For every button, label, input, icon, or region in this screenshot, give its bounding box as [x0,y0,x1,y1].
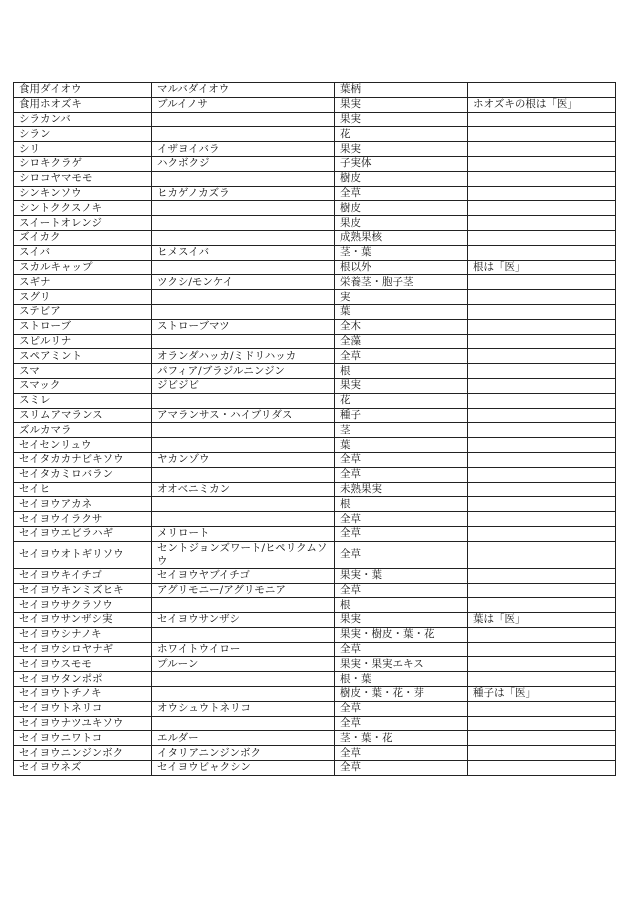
table-row [14,408,616,423]
part-cell: 全草 [335,716,468,731]
part-cell: 全草 [335,642,468,657]
name-cell: スイバ [14,245,152,260]
part-cell: 果実・果実エキス [335,657,468,672]
alias-cell: オウシュウトネリコ [152,701,335,716]
table-row [14,216,616,231]
alias-cell [152,230,335,245]
note-cell [468,112,616,127]
table-row [14,613,616,628]
table-row [14,716,616,731]
alias-cell: ヒメスイバ [152,245,335,260]
part-cell: 果皮 [335,216,468,231]
table-row [14,731,616,746]
part-cell: 全草 [335,512,468,527]
name-cell: スミレ [14,393,152,408]
table-row [14,657,616,672]
name-cell: セイタカミロバラン [14,467,152,482]
name-cell: シラカンバ [14,112,152,127]
alias-cell: ストローブマツ [152,319,335,334]
note-cell: 種子は「医」 [468,687,616,702]
part-cell: 果実・樹皮・葉・花 [335,627,468,642]
name-cell: セイヨウトチノキ [14,687,152,702]
name-cell: セイセンリュウ [14,438,152,453]
part-cell: 果実 [335,112,468,127]
part-cell: 根 [335,364,468,379]
part-cell: 花 [335,127,468,142]
herb-table-body [14,83,616,776]
note-cell [468,642,616,657]
name-cell: シントククスノキ [14,201,152,216]
alias-cell: ヤカンゾウ [152,452,335,467]
note-cell [468,378,616,393]
table-row [14,127,616,142]
part-cell: 全草 [335,349,468,364]
name-cell: スカルキャップ [14,260,152,275]
name-cell: スイートオレンジ [14,216,152,231]
alias-cell [152,438,335,453]
alias-cell: メリロート [152,526,335,541]
table-row [14,583,616,598]
note-cell [468,290,616,305]
alias-cell: ハクボクジ [152,156,335,171]
note-cell [468,657,616,672]
part-cell: 未熟果実 [335,482,468,497]
table-row [14,512,616,527]
name-cell: セイヨウサンザシ実 [14,613,152,628]
table-row [14,201,616,216]
name-cell: 食用ダイオウ [14,83,152,98]
note-cell [468,568,616,583]
part-cell: 樹皮 [335,201,468,216]
note-cell [468,319,616,334]
alias-cell [152,112,335,127]
part-cell: 樹皮・葉・花・芽 [335,687,468,702]
alias-cell: ジビジビ [152,378,335,393]
part-cell: 全草 [335,526,468,541]
note-cell [468,672,616,687]
table-row [14,186,616,201]
alias-cell [152,672,335,687]
part-cell: 全草 [335,746,468,761]
name-cell: 食用ホオズキ [14,97,152,112]
note-cell [468,216,616,231]
table-row [14,687,616,702]
table-row [14,497,616,512]
table-row [14,526,616,541]
name-cell: スギナ [14,275,152,290]
table-row [14,541,616,568]
table-row [14,701,616,716]
note-cell [468,452,616,467]
table-row [14,156,616,171]
alias-cell [152,304,335,319]
note-cell [468,423,616,438]
name-cell: ステビア [14,304,152,319]
alias-cell: イタリアニンジンボク [152,746,335,761]
alias-cell [152,467,335,482]
alias-cell: アグリモニー/アグリモニア [152,583,335,598]
note-cell [468,746,616,761]
part-cell: 全草 [335,583,468,598]
table-row [14,319,616,334]
table-row [14,642,616,657]
alias-cell [152,290,335,305]
note-cell [468,512,616,527]
table-row [14,230,616,245]
name-cell: セイヨウネズ [14,761,152,776]
part-cell: 樹皮 [335,171,468,186]
part-cell: 葉柄 [335,83,468,98]
note-cell [468,142,616,157]
name-cell: セイヨウキイチゴ [14,568,152,583]
alias-cell: ヒカゲノカズラ [152,186,335,201]
alias-cell [152,598,335,613]
name-cell: セイヨウイラクサ [14,512,152,527]
name-cell: シロキクラゲ [14,156,152,171]
table-row [14,672,616,687]
name-cell: スペアミント [14,349,152,364]
part-cell: 全草 [335,761,468,776]
name-cell: シラン [14,127,152,142]
name-cell: セイヨウシナノキ [14,627,152,642]
part-cell: 根・葉 [335,672,468,687]
name-cell: シリ [14,142,152,157]
name-cell: セイヨウキンミズヒキ [14,583,152,598]
alias-cell [152,497,335,512]
table-row [14,112,616,127]
part-cell: 子実体 [335,156,468,171]
alias-cell [152,127,335,142]
name-cell: セイタカカナビキソウ [14,452,152,467]
alias-cell: イザヨイバラ [152,142,335,157]
part-cell: 果実 [335,378,468,393]
name-cell: セイヨウニンジンボク [14,746,152,761]
part-cell: 全草 [335,701,468,716]
alias-cell: オオベニミカン [152,482,335,497]
alias-cell: セイヨウビャクシン [152,761,335,776]
note-cell [468,526,616,541]
alias-cell: ツクシ/モンケイ [152,275,335,290]
alias-cell: エルダー [152,731,335,746]
table-row [14,83,616,98]
part-cell: 果実 [335,613,468,628]
note-cell [468,731,616,746]
alias-cell [152,260,335,275]
table-row [14,746,616,761]
table-row [14,761,616,776]
part-cell: 茎・葉・花 [335,731,468,746]
table-row [14,423,616,438]
part-cell: 全草 [335,452,468,467]
part-cell: 全藻 [335,334,468,349]
note-cell [468,186,616,201]
name-cell: スグリ [14,290,152,305]
part-cell: 果実 [335,142,468,157]
note-cell [468,482,616,497]
note-cell [468,245,616,260]
name-cell: ズルカマラ [14,423,152,438]
part-cell: 根以外 [335,260,468,275]
herb-table [13,82,616,776]
part-cell: 実 [335,290,468,305]
note-cell [468,467,616,482]
note-cell: 葉は「医」 [468,613,616,628]
note-cell [468,127,616,142]
note-cell: ホオズキの根は「医」 [468,97,616,112]
alias-cell [152,216,335,231]
table-row [14,598,616,613]
alias-cell [152,716,335,731]
alias-cell [152,627,335,642]
name-cell: シロコヤマモモ [14,171,152,186]
alias-cell: オランダハッカ/ミドリハッカ [152,349,335,364]
table-row [14,482,616,497]
note-cell [468,334,616,349]
name-cell: ストローブ [14,319,152,334]
name-cell: スリムアマランス [14,408,152,423]
part-cell: 葉 [335,304,468,319]
name-cell: スマック [14,378,152,393]
alias-cell: マルバダイオウ [152,83,335,98]
name-cell: スマ [14,364,152,379]
part-cell: 果実・葉 [335,568,468,583]
table-row [14,627,616,642]
part-cell: 葉 [335,438,468,453]
table-row [14,245,616,260]
table-row [14,438,616,453]
alias-cell [152,171,335,186]
part-cell: 果実 [335,97,468,112]
note-cell [468,171,616,186]
alias-cell [152,423,335,438]
note-cell [468,364,616,379]
note-cell [468,201,616,216]
alias-cell: プルーン [152,657,335,672]
table-row [14,393,616,408]
part-cell: 根 [335,497,468,512]
name-cell: セイヨウタンポポ [14,672,152,687]
note-cell [468,701,616,716]
alias-cell: アマランサス・ハイブリダス [152,408,335,423]
name-cell: セイヨウニワトコ [14,731,152,746]
table-row [14,171,616,186]
note-cell [468,393,616,408]
table-row [14,304,616,319]
alias-cell [152,201,335,216]
table-row [14,334,616,349]
table-row [14,364,616,379]
name-cell: セイヒ [14,482,152,497]
name-cell: スピルリナ [14,334,152,349]
alias-cell: セイヨウヤブイチゴ [152,568,335,583]
table-row [14,260,616,275]
alias-cell: セイヨウサンザシ [152,613,335,628]
note-cell [468,583,616,598]
note-cell [468,156,616,171]
note-cell [468,761,616,776]
table-row [14,275,616,290]
note-cell [468,541,616,568]
part-cell: 栄養茎・胞子茎 [335,275,468,290]
table-row [14,349,616,364]
alias-cell [152,334,335,349]
note-cell [468,438,616,453]
alias-cell: セントジョンズワート/ヒペリクムソウ [152,541,335,568]
alias-cell [152,393,335,408]
note-cell: 根は「医」 [468,260,616,275]
table-row [14,568,616,583]
part-cell: 全草 [335,541,468,568]
table-row [14,97,616,112]
part-cell: 茎 [335,423,468,438]
part-cell: 花 [335,393,468,408]
part-cell: 茎・葉 [335,245,468,260]
table-row [14,290,616,305]
table-row [14,142,616,157]
note-cell [468,716,616,731]
table-row [14,378,616,393]
note-cell [468,598,616,613]
table-row [14,452,616,467]
alias-cell: ブルイノサ [152,97,335,112]
alias-cell [152,687,335,702]
name-cell: セイヨウトネリコ [14,701,152,716]
name-cell: セイヨウサクラソウ [14,598,152,613]
alias-cell [152,512,335,527]
part-cell: 全木 [335,319,468,334]
note-cell [468,230,616,245]
name-cell: セイヨウシロヤナギ [14,642,152,657]
note-cell [468,627,616,642]
alias-cell: パフィア/ブラジルニンジン [152,364,335,379]
part-cell: 成熟果核 [335,230,468,245]
name-cell: セイヨウオトギリソウ [14,541,152,568]
name-cell: シンキンソウ [14,186,152,201]
table-row [14,467,616,482]
name-cell: セイヨウアカネ [14,497,152,512]
alias-cell: ホワイトウイロー [152,642,335,657]
name-cell: セイヨウエビラハギ [14,526,152,541]
note-cell [468,275,616,290]
note-cell [468,497,616,512]
part-cell: 全草 [335,467,468,482]
name-cell: セイヨウスモモ [14,657,152,672]
note-cell [468,408,616,423]
note-cell [468,349,616,364]
part-cell: 根 [335,598,468,613]
part-cell: 全草 [335,186,468,201]
note-cell [468,304,616,319]
note-cell [468,83,616,98]
part-cell: 種子 [335,408,468,423]
name-cell: セイヨウナツユキソウ [14,716,152,731]
name-cell: ズイカク [14,230,152,245]
